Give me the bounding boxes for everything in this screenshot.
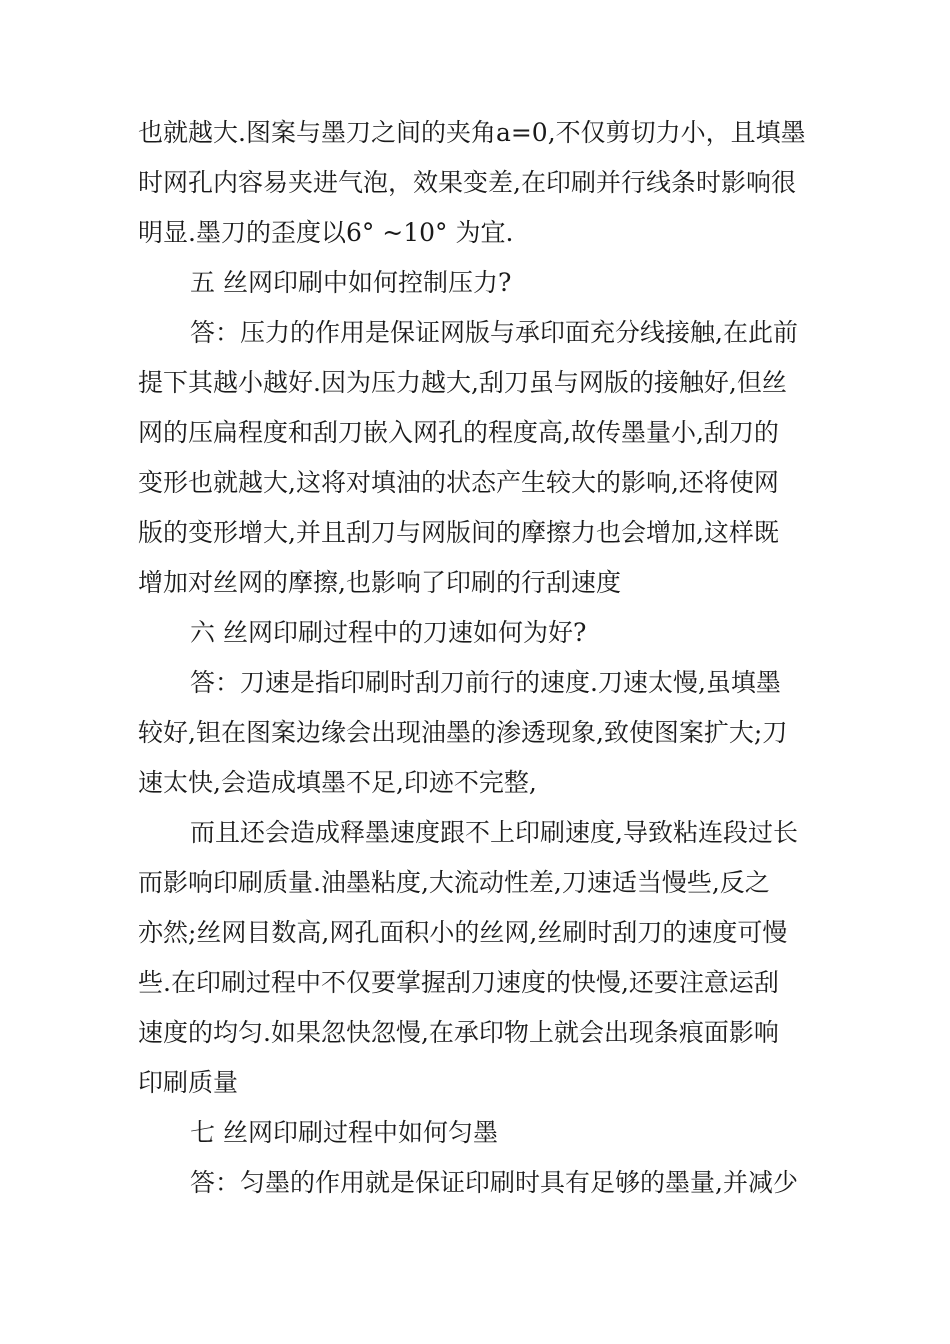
text-line: 时网孔内容易夹进气泡，效果变差,在印刷并行线条时影响很: [138, 168, 796, 197]
text-line: 提下其越小越好.因为压力越大,刮刀虽与网版的接触好,但丝: [138, 368, 787, 397]
text-line: 速度的均匀.如果忽快忽慢,在承印物上就会出现条痕面影响: [138, 1018, 779, 1047]
text-line: 变形也就越大,这将对填油的状态产生较大的影响,还将使网: [138, 468, 779, 497]
document-body: [138, 108, 838, 1208]
text-line: 版的变形增大,并且刮刀与网版间的摩擦力也会增加,这样既: [138, 518, 779, 547]
text-line: 印刷质量: [138, 1068, 239, 1097]
text-line: 些.在印刷过程中不仅要掌握刮刀速度的快慢,还要注意运刮: [138, 968, 779, 997]
section-heading: 七 丝网印刷过程中如何匀墨: [190, 1118, 498, 1147]
text-line: 增加对丝网的摩擦,也影响了印刷的行刮速度: [138, 568, 621, 597]
text-line: 网的压扁程度和刮刀嵌入网孔的程度高,故传墨量小,刮刀的: [138, 418, 779, 447]
text-line: 答：匀墨的作用就是保证印刷时具有足够的墨量,并减少: [190, 1168, 798, 1197]
text-line: 速太快,会造成填墨不足,印迹不完整,: [138, 768, 537, 797]
text-line: 也就越大.图案与墨刀之间的夹角a=0,不仅剪切力小，且填墨: [138, 118, 806, 147]
text-line: 亦然;丝网目数高,网孔面积小的丝网,丝刷时刮刀的速度可慢: [138, 918, 788, 947]
section-heading: 五 丝网印刷中如何控制压力?: [190, 268, 512, 297]
text-line: 而影响印刷质量.油墨粘度,大流动性差,刀速适当慢些,反之: [138, 868, 770, 897]
text-line: 而且还会造成释墨速度跟不上印刷速度,导致粘连段过长: [190, 818, 798, 847]
text-line: 答：压力的作用是保证网版与承印面充分线接触,在此前: [190, 318, 798, 347]
text-line: 明显.墨刀的歪度以6° ~10° 为宜.: [138, 218, 514, 247]
section-heading: 六 丝网印刷过程中的刀速如何为好?: [190, 618, 587, 647]
text-line: 较好,钽在图案边缘会出现油墨的渗透现象,致使图案扩大;刀: [138, 718, 788, 747]
text-line: 答：刀速是指印刷时刮刀前行的速度.刀速太慢,虽填墨: [190, 668, 781, 697]
